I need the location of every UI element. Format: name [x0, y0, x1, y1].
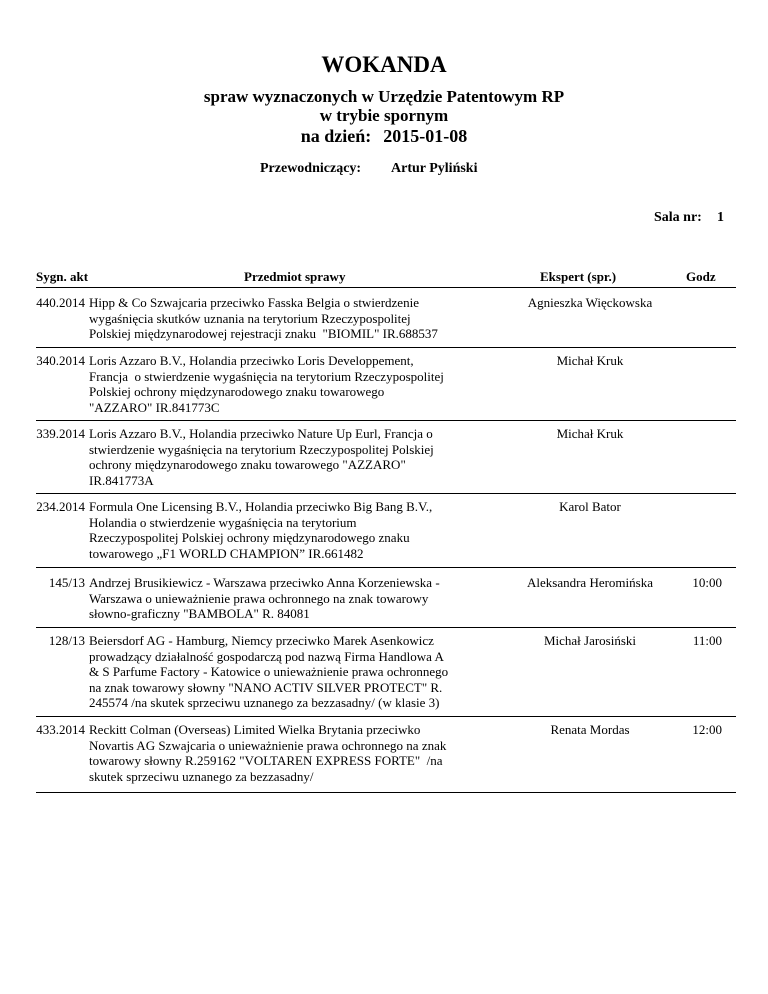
case-subject [89, 426, 489, 488]
case-signature: 433.2014 [36, 722, 85, 737]
case-time: 11:00 [692, 633, 722, 648]
row-divider [36, 567, 736, 568]
case-expert: Agnieszka Więckowska [527, 295, 653, 310]
case-subject-line: Beiersdorf AG - Hamburg, Niemcy przeciwko Marek Asenkowicz [89, 633, 434, 648]
row-divider [36, 627, 736, 628]
row-divider [36, 347, 736, 348]
case-expert: Michał Kruk [556, 426, 624, 441]
case-time: 12:00 [692, 722, 722, 737]
case-subject-line: prowadzący działalność gospodarczą pod nazwą Firma Handlowa A [89, 648, 444, 664]
case-subject [89, 499, 489, 561]
row-divider [36, 716, 736, 717]
case-subject-line: Loris Azzaro B.V., Holandia przeciwko Loris Developpement, [89, 353, 414, 368]
case-expert: Aleksandra Heromińska [527, 575, 653, 590]
case-signature: 339.2014 [36, 426, 85, 441]
case-subject-line: Andrzej Brusikiewicz - Warszawa przeciwko Anna Korzeniewska - [89, 575, 440, 590]
case-expert: Karol Bator [559, 499, 621, 514]
case-subject [89, 722, 489, 784]
case-subject-line: Hipp & Co Szwajcaria przeciwko Fasska Belgia o stwierdzenie [89, 295, 419, 310]
row-divider [36, 493, 736, 494]
column-header-sygn: Sygn. akt [36, 269, 89, 284]
room-label: Sala nr: [654, 210, 702, 225]
case-subject-line: "AZZARO" IR.841773C [89, 399, 220, 415]
case-subject-line: ochrony międzynarodowego znaku towarowego "AZZARO" [89, 457, 406, 472]
chair-name: Artur Pyliński [391, 161, 478, 176]
case-subject-line: Francja o stwierdzenie wygaśnięcia na terytorium Rzeczypospolitej [89, 368, 444, 384]
case-subject-line: Formula One Licensing B.V., Holandia przeciwko Big Bang B.V., [89, 499, 433, 514]
date-value: 2015-01-08 [383, 126, 468, 146]
row-divider [36, 420, 736, 421]
case-expert: Michał Jarosiński [543, 633, 637, 648]
case-subject-line: towarowy słowny R.259162 "VOLTAREN EXPRESS FORTE" /na [89, 753, 443, 768]
case-subject [89, 295, 489, 342]
document-subtitle: spraw wyznaczonych w Urzędzie Patentowym RP [203, 87, 565, 106]
case-expert: Renata Mordas [550, 722, 630, 737]
case-subject-line: Polskiej międzynarodowej rejestracji znaku "BIOMIL" IR.688537 [89, 326, 438, 341]
case-signature: 234.2014 [36, 499, 85, 514]
chair-label: Przewodniczący: [260, 161, 362, 176]
case-subject-line: stwierdzenie wygaśnięcia na terytorium Rzeczypospolitej Polskiej [89, 441, 434, 457]
case-subject-line: towarowego „F1 WORLD CHAMPION” IR.661482 [89, 545, 364, 561]
row-divider [36, 792, 736, 793]
case-subject-line: Holandia o stwierdzenie wygaśnięcia na terytorium [89, 514, 357, 530]
document-subtitle-mode: w trybie spornym [319, 106, 449, 125]
case-subject-line: Warszawa o unieważnienie prawa ochronnego na znak towarowy [89, 590, 429, 606]
case-subject-line: skutek sprzeciwu uznanego za bezzasadny/ [89, 768, 314, 784]
case-signature: 440.2014 [36, 295, 85, 310]
case-subject [89, 633, 489, 711]
case-expert: Michał Kruk [556, 353, 624, 368]
case-signature: 145/13 [48, 575, 85, 590]
case-subject-line: słowno-graficzny "BAMBOLA" R. 84081 [89, 606, 310, 621]
hearing-date-line [0, 126, 768, 147]
case-subject-line: IR.841773A [89, 472, 154, 488]
case-signature: 340.2014 [36, 353, 85, 368]
case-subject [89, 353, 489, 415]
date-label: na dzień: [300, 126, 372, 146]
room-number: 1 [717, 210, 724, 225]
case-subject [89, 575, 489, 622]
document-title: WOKANDA [321, 52, 447, 77]
header-rule [36, 287, 736, 288]
case-subject-line: Novartis AG Szwajcaria o unieważnienie prawa ochronnego na znak [89, 737, 447, 753]
case-subject-line: Loris Azzaro B.V., Holandia przeciwko Nature Up Eurl, Francja o [89, 426, 433, 441]
column-header-przedmiot: Przedmiot sprawy [244, 269, 346, 284]
case-subject-line: na znak towarowy słowny "NANO ACTIV SILVER PROTECT" R. [89, 679, 443, 695]
case-subject-line: & S Parfume Factory - Katowice o unieważnienie prawa ochronnego [89, 664, 449, 679]
case-time: 10:00 [692, 575, 722, 590]
case-subject-line: 245574 /na skutek sprzeciwu uznanego za bezzasadny/ (w klasie 3) [89, 695, 440, 710]
case-subject-line: Rzeczypospolitej Polskiej ochrony międzynarodowego znaku [89, 530, 410, 545]
column-header-ekspert: Ekspert (spr.) [540, 269, 617, 284]
case-subject-line: Polskiej ochrony międzynarodowego znaku towarowego [89, 384, 385, 399]
column-header-godz: Godz [686, 269, 716, 284]
case-signature: 128/13 [48, 633, 85, 648]
case-subject-line: wygaśnięcia skutków uznania na terytorium Rzeczypospolitej [89, 310, 411, 326]
case-subject-line: Reckitt Colman (Overseas) Limited Wielka Brytania przeciwko [89, 722, 421, 737]
